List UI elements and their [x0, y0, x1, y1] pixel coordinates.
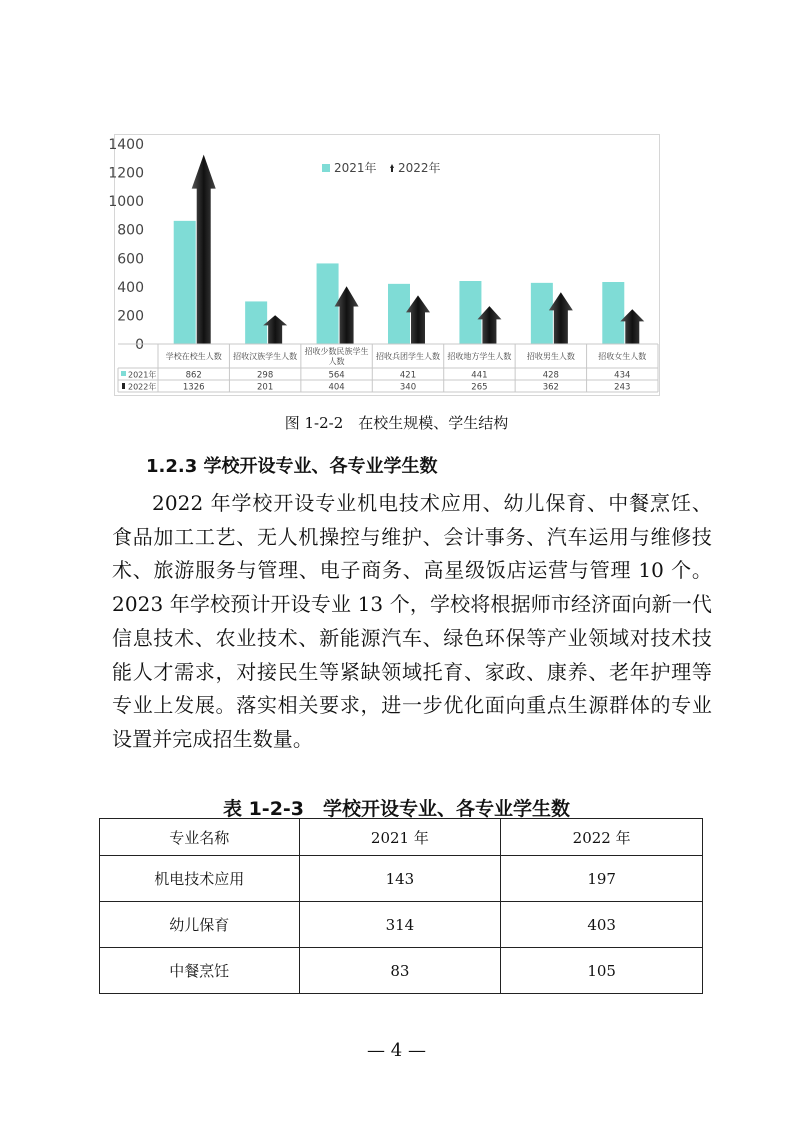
y-tick-label: 600 — [117, 251, 144, 268]
bar-2021 — [602, 282, 624, 344]
majors-table — [99, 818, 703, 994]
data-label-2021: 428 — [542, 370, 559, 381]
y-tick-label: 800 — [117, 222, 144, 239]
bar-2021 — [388, 284, 410, 344]
y-tick-label: 0 — [135, 337, 144, 353]
data-label-2021: 434 — [614, 370, 631, 381]
count-2022-cell: 105 — [501, 948, 703, 994]
y-tick-label: 1400 — [108, 137, 144, 153]
bar-2021 — [459, 281, 481, 344]
count-2022-cell: 197 — [501, 856, 703, 902]
table-row — [100, 902, 703, 948]
count-2022-cell: 403 — [501, 902, 703, 948]
major-name-cell: 幼儿保育 — [100, 902, 300, 948]
table-row — [100, 856, 703, 902]
table-row — [100, 948, 703, 994]
x-category-label: 招收汉族学生人数 — [233, 352, 298, 361]
figure-caption: 图 1-2-2 在校生规模、学生结构 — [284, 414, 509, 432]
y-tick-label: 400 — [117, 279, 144, 296]
data-label-2022: 340 — [399, 382, 417, 393]
bar-2021 — [531, 283, 553, 344]
y-tick-label: 1000 — [108, 194, 144, 211]
table-title: 表 1-2-3 学校开设专业、各专业学生数 — [222, 798, 571, 820]
x-category-label: 招收女生人数 — [598, 352, 647, 361]
x-category-label: 招收男生人数 — [526, 352, 575, 361]
count-2021-cell: 143 — [299, 856, 501, 902]
major-name-cell: 中餐烹饪 — [100, 948, 300, 994]
count-2021-cell: 314 — [299, 902, 501, 948]
data-label-2022: 265 — [471, 382, 488, 393]
x-category-label: 学校在校生人数 — [165, 352, 222, 361]
major-name-cell: 机电技术应用 — [100, 856, 300, 902]
data-label-2021: 298 — [257, 370, 274, 381]
x-category-label-line2: 人数 — [328, 357, 345, 366]
legend-arrow-icon-2022 — [390, 164, 394, 172]
bar-2021 — [317, 263, 339, 344]
data-label-2021: 421 — [399, 370, 417, 381]
count-2021-cell: 83 — [299, 948, 501, 994]
legend-label-2021: 2021年 — [334, 161, 377, 175]
x-category-label: 招收少数民族学生 — [304, 347, 369, 356]
data-label-2021: 441 — [471, 370, 488, 381]
data-label-2022: 404 — [328, 382, 345, 393]
data-label-2021: 862 — [185, 370, 202, 381]
page-number: — 4 — — [367, 1040, 426, 1061]
table-legend-label-2021: 2021年 — [128, 370, 157, 380]
bar-2021 — [174, 221, 196, 344]
legend-swatch-2021 — [322, 164, 330, 172]
x-category-label: 招收兵团学生人数 — [376, 352, 440, 361]
table-legend-label-2022: 2022年 — [128, 382, 157, 392]
y-tick-label: 1200 — [108, 165, 144, 182]
bar-2021 — [245, 301, 267, 344]
table-legend-arrow-icon-2022 — [122, 383, 125, 389]
header-2021: 2021 年 — [299, 819, 501, 856]
table-legend-swatch-2021 — [121, 371, 126, 376]
header-2022: 2022 年 — [501, 819, 703, 856]
legend-label-2022: 2022年 — [398, 161, 441, 175]
x-category-label: 招收地方学生人数 — [447, 352, 512, 361]
student-structure-chart — [108, 134, 660, 396]
data-label-2022: 362 — [542, 382, 559, 393]
table-header-row — [100, 819, 703, 856]
data-label-2022: 201 — [257, 382, 274, 393]
data-label-2022: 243 — [614, 382, 631, 393]
chart-svg — [108, 134, 660, 396]
data-label-2021: 564 — [328, 370, 345, 381]
header-major-name: 专业名称 — [100, 819, 300, 856]
section-title: 1.2.3 学校开设专业、各专业学生数 — [146, 456, 438, 477]
data-label-2022: 1326 — [182, 382, 205, 393]
y-tick-label: 200 — [117, 308, 144, 325]
body-paragraph: 2022 年学校开设专业机电技术应用、幼儿保育、中餐烹饪、食品加工工艺、无人机操控与维护、会计事务、汽车运用与维修技术、旅游服务与管理、电子商务、高星级饭店运营与管理 10 个。2023 年学校预计开设专业 13 个，学校将根据师市经济面向新一代信息技术、农业技术、新能源汽车、绿色环保等产业领域对技术技能人才需求，对接民生等紧缺领域托育、家政、康养、老年护理等专业上发展。落实相关要求，进一步优化面向重点生源群体的专业设置并完成招生数量。 — [112, 491, 712, 751]
